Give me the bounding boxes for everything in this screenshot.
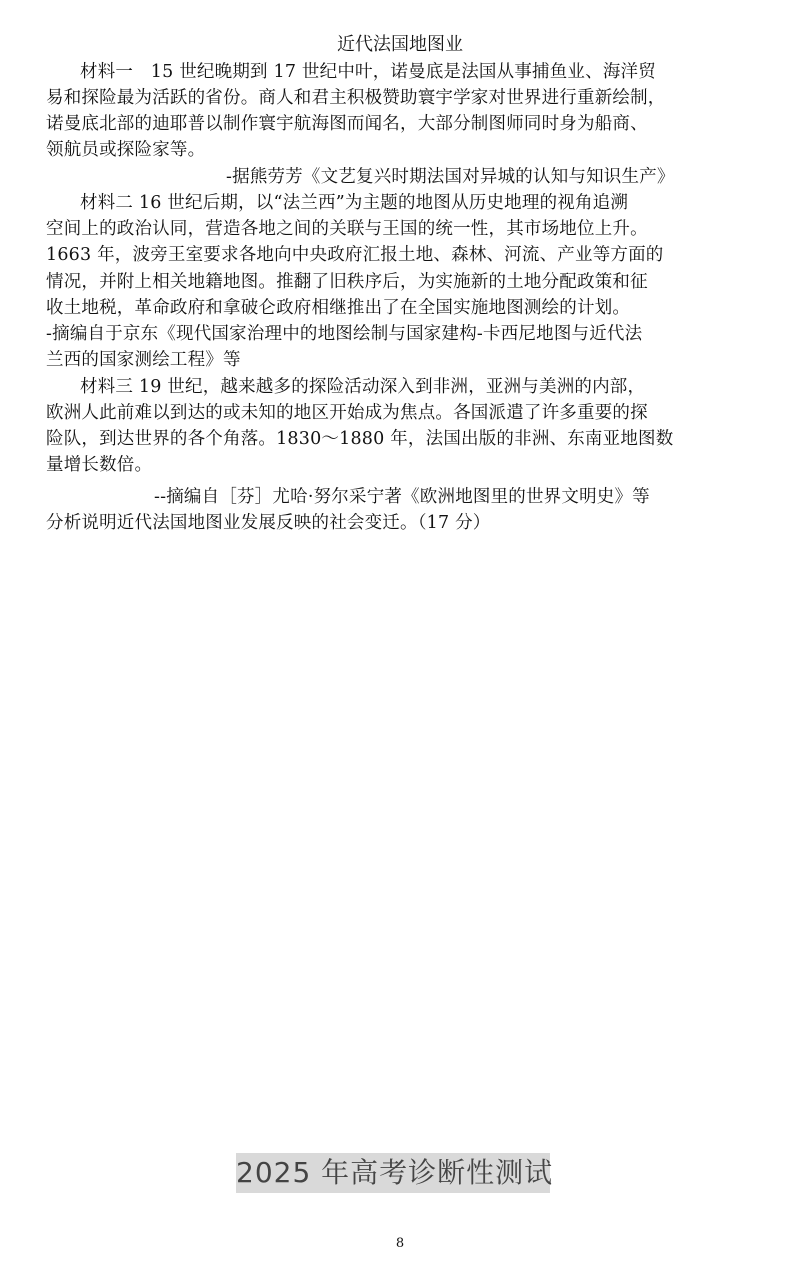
material-1-line-1: 材料一 15 世纪晚期到 17 世纪中叶，诺曼底是法国从事捕鱼业、海洋贸 (80, 62, 656, 82)
material-3-line-4: 量增长数倍。 (46, 455, 153, 475)
material-2-line-1: 材料二 16 世纪后期，以“法兰西”为主题的地图从历史地理的视角追溯 (80, 193, 629, 213)
material-2-line-5: 收土地税，革命政府和拿破仑政府相继推出了在全国实施地图测绘的计划。 (46, 298, 631, 318)
material-2-line-3: 1663 年，波旁王室要求各地向中央政府汇报土地、森林、河流、产业等方面的 (46, 245, 664, 265)
material-3-line-2: 欧洲人此前难以到达的或未知的地区开始成为焦点。各国派遣了许多重要的探 (46, 403, 648, 423)
question-prompt: 分析说明近代法国地图业发展反映的社会变迁。（17 分） (46, 513, 491, 533)
material-2-line-4: 情况，并附上相关地籍地图。推翻了旧秩序后，为实施新的土地分配政策和征 (46, 272, 648, 292)
material-2-line-2: 空间上的政治认同，营造各地之间的关联与王国的统一性，其市场地位上升。 (46, 219, 648, 239)
material-2-source-line-2: 兰西的国家测绘工程》等 (46, 350, 241, 370)
material-1-line-4: 领航员或探险家等。 (46, 140, 206, 160)
material-3-line-1: 材料三 19 世纪，越来越多的探险活动深入到非洲，亚洲与美洲的内部， (80, 377, 646, 397)
exam-watermark: 2025 年高考诊断性测试 (236, 1153, 550, 1193)
page-number: 8 (395, 1236, 405, 1251)
material-1-line-3: 诺曼底北部的迪耶普以制作寰宇航海图而闻名，大部分制图师同时身为船商、 (46, 114, 648, 134)
material-2-source-line-1: -摘编自于京东《现代国家治理中的地图绘制与国家建构-卡西尼地图与近代法 (46, 324, 643, 344)
document-title: 近代法国地图业 (337, 34, 463, 55)
material-1-line-2: 易和探险最为活跃的省份。商人和君主积极赞助寰宇学家对世界进行重新绘制， (46, 88, 666, 108)
material-1-source: -据熊劳芳《文艺复兴时期法国对异城的认知与知识生产》 (226, 167, 675, 187)
material-3-line-3: 险队，到达世界的各个角落。1830～1880 年，法国出版的非洲、东南亚地图数 (46, 429, 674, 449)
material-3-source: --摘编自［芬］尤哈·努尔采宁著《欧洲地图里的世界文明史》等 (154, 487, 650, 507)
